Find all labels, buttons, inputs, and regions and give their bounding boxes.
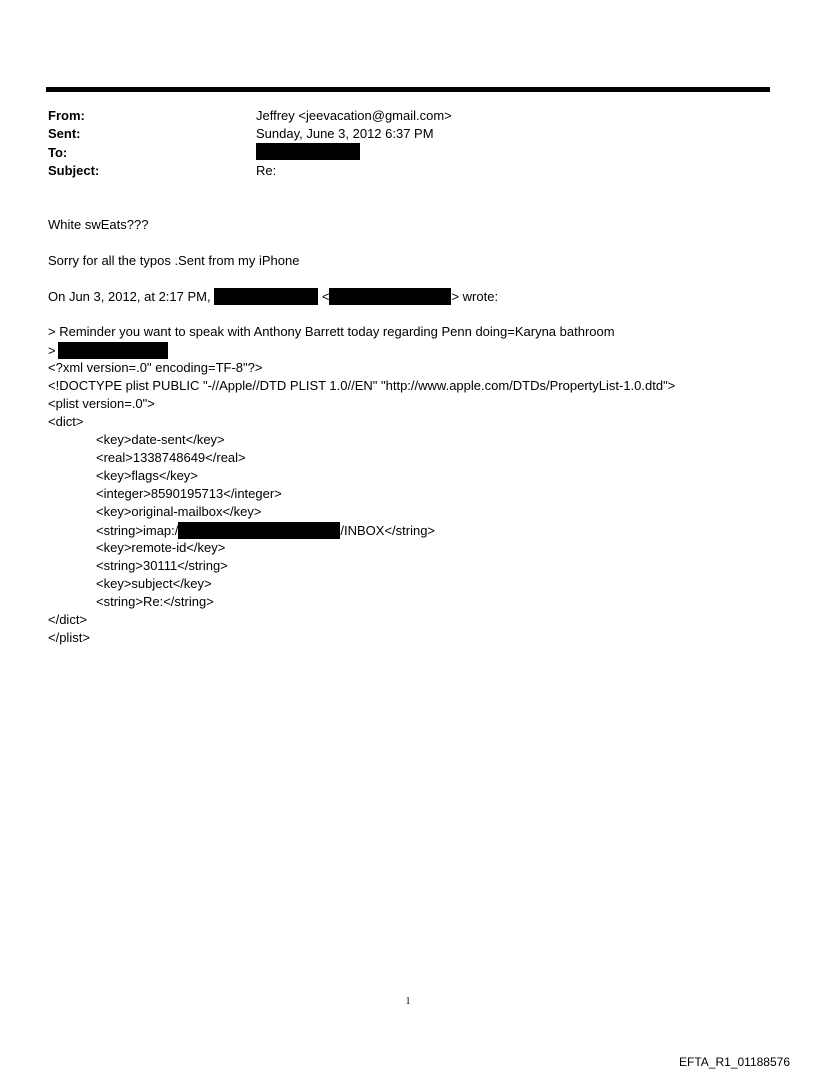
plist-close: </plist> — [48, 630, 90, 645]
signature-redaction — [58, 342, 168, 359]
string-imap-prefix: <string>imap:/ — [96, 523, 179, 538]
imap-address-redaction — [178, 522, 340, 539]
from-value: Jeffrey <jeevacation@gmail.com> — [256, 108, 452, 123]
string-imap-line — [96, 522, 435, 539]
string-subject: <string>Re:</string> — [96, 594, 214, 609]
quote-attribution — [48, 288, 498, 305]
integer-value: <integer>8590195713</integer> — [96, 486, 282, 501]
to-label: To: — [48, 145, 68, 160]
plist-open: <plist version=.0"> — [48, 396, 155, 411]
page-number: 1 — [405, 996, 411, 1007]
doctype-line: <!DOCTYPE plist PUBLIC "-//Apple//DTD PLIST 1.0//EN" "http://www.apple.com/DTDs/PropertyList-1.0.dtd"> — [48, 378, 676, 393]
key-date-sent: <key>date-sent</key> — [96, 432, 225, 447]
reminder-line: > Reminder you want to speak with Anthony Barrett today regarding Penn doing=Karyna bathroom — [48, 324, 615, 339]
sent-label: Sent: — [48, 126, 81, 141]
dict-close: </dict> — [48, 612, 88, 627]
sender-name-redaction — [214, 288, 318, 305]
dict-open: <dict> — [48, 414, 84, 429]
subject-label: Subject: — [48, 163, 100, 178]
key-remote-id: <key>remote-id</key> — [96, 540, 226, 555]
sender-email-redaction — [329, 288, 451, 305]
body-line-1: White swEats??? — [48, 217, 149, 232]
to-redaction — [256, 143, 360, 160]
sent-value: Sunday, June 3, 2012 6:37 PM — [256, 126, 434, 141]
subject-value: Re: — [256, 163, 277, 178]
key-original-mailbox: <key>original-mailbox</key> — [96, 504, 262, 519]
from-label: From: — [48, 108, 85, 123]
string-remote-id: <string>30111</string> — [96, 558, 228, 573]
document-id: EFTA_R1_01188576 — [679, 1055, 790, 1069]
key-subject: <key>subject</key> — [96, 576, 212, 591]
quote-suffix: > wrote: — [451, 289, 499, 304]
quote-lt: < — [321, 289, 330, 304]
gt-line — [48, 342, 168, 359]
xml-declaration: <?xml version=.0" encoding=TF-8"?> — [48, 360, 263, 375]
real-value: <real>1338748649</real> — [96, 450, 246, 465]
gt-marker: > — [48, 343, 56, 358]
quote-prefix: On Jun 3, 2012, at 2:17 PM, — [48, 289, 211, 304]
string-imap-suffix: /INBOX</string> — [340, 523, 436, 538]
header-rule — [46, 87, 770, 92]
body-line-2: Sorry for all the typos .Sent from my iPhone — [48, 253, 300, 268]
key-flags: <key>flags</key> — [96, 468, 198, 483]
